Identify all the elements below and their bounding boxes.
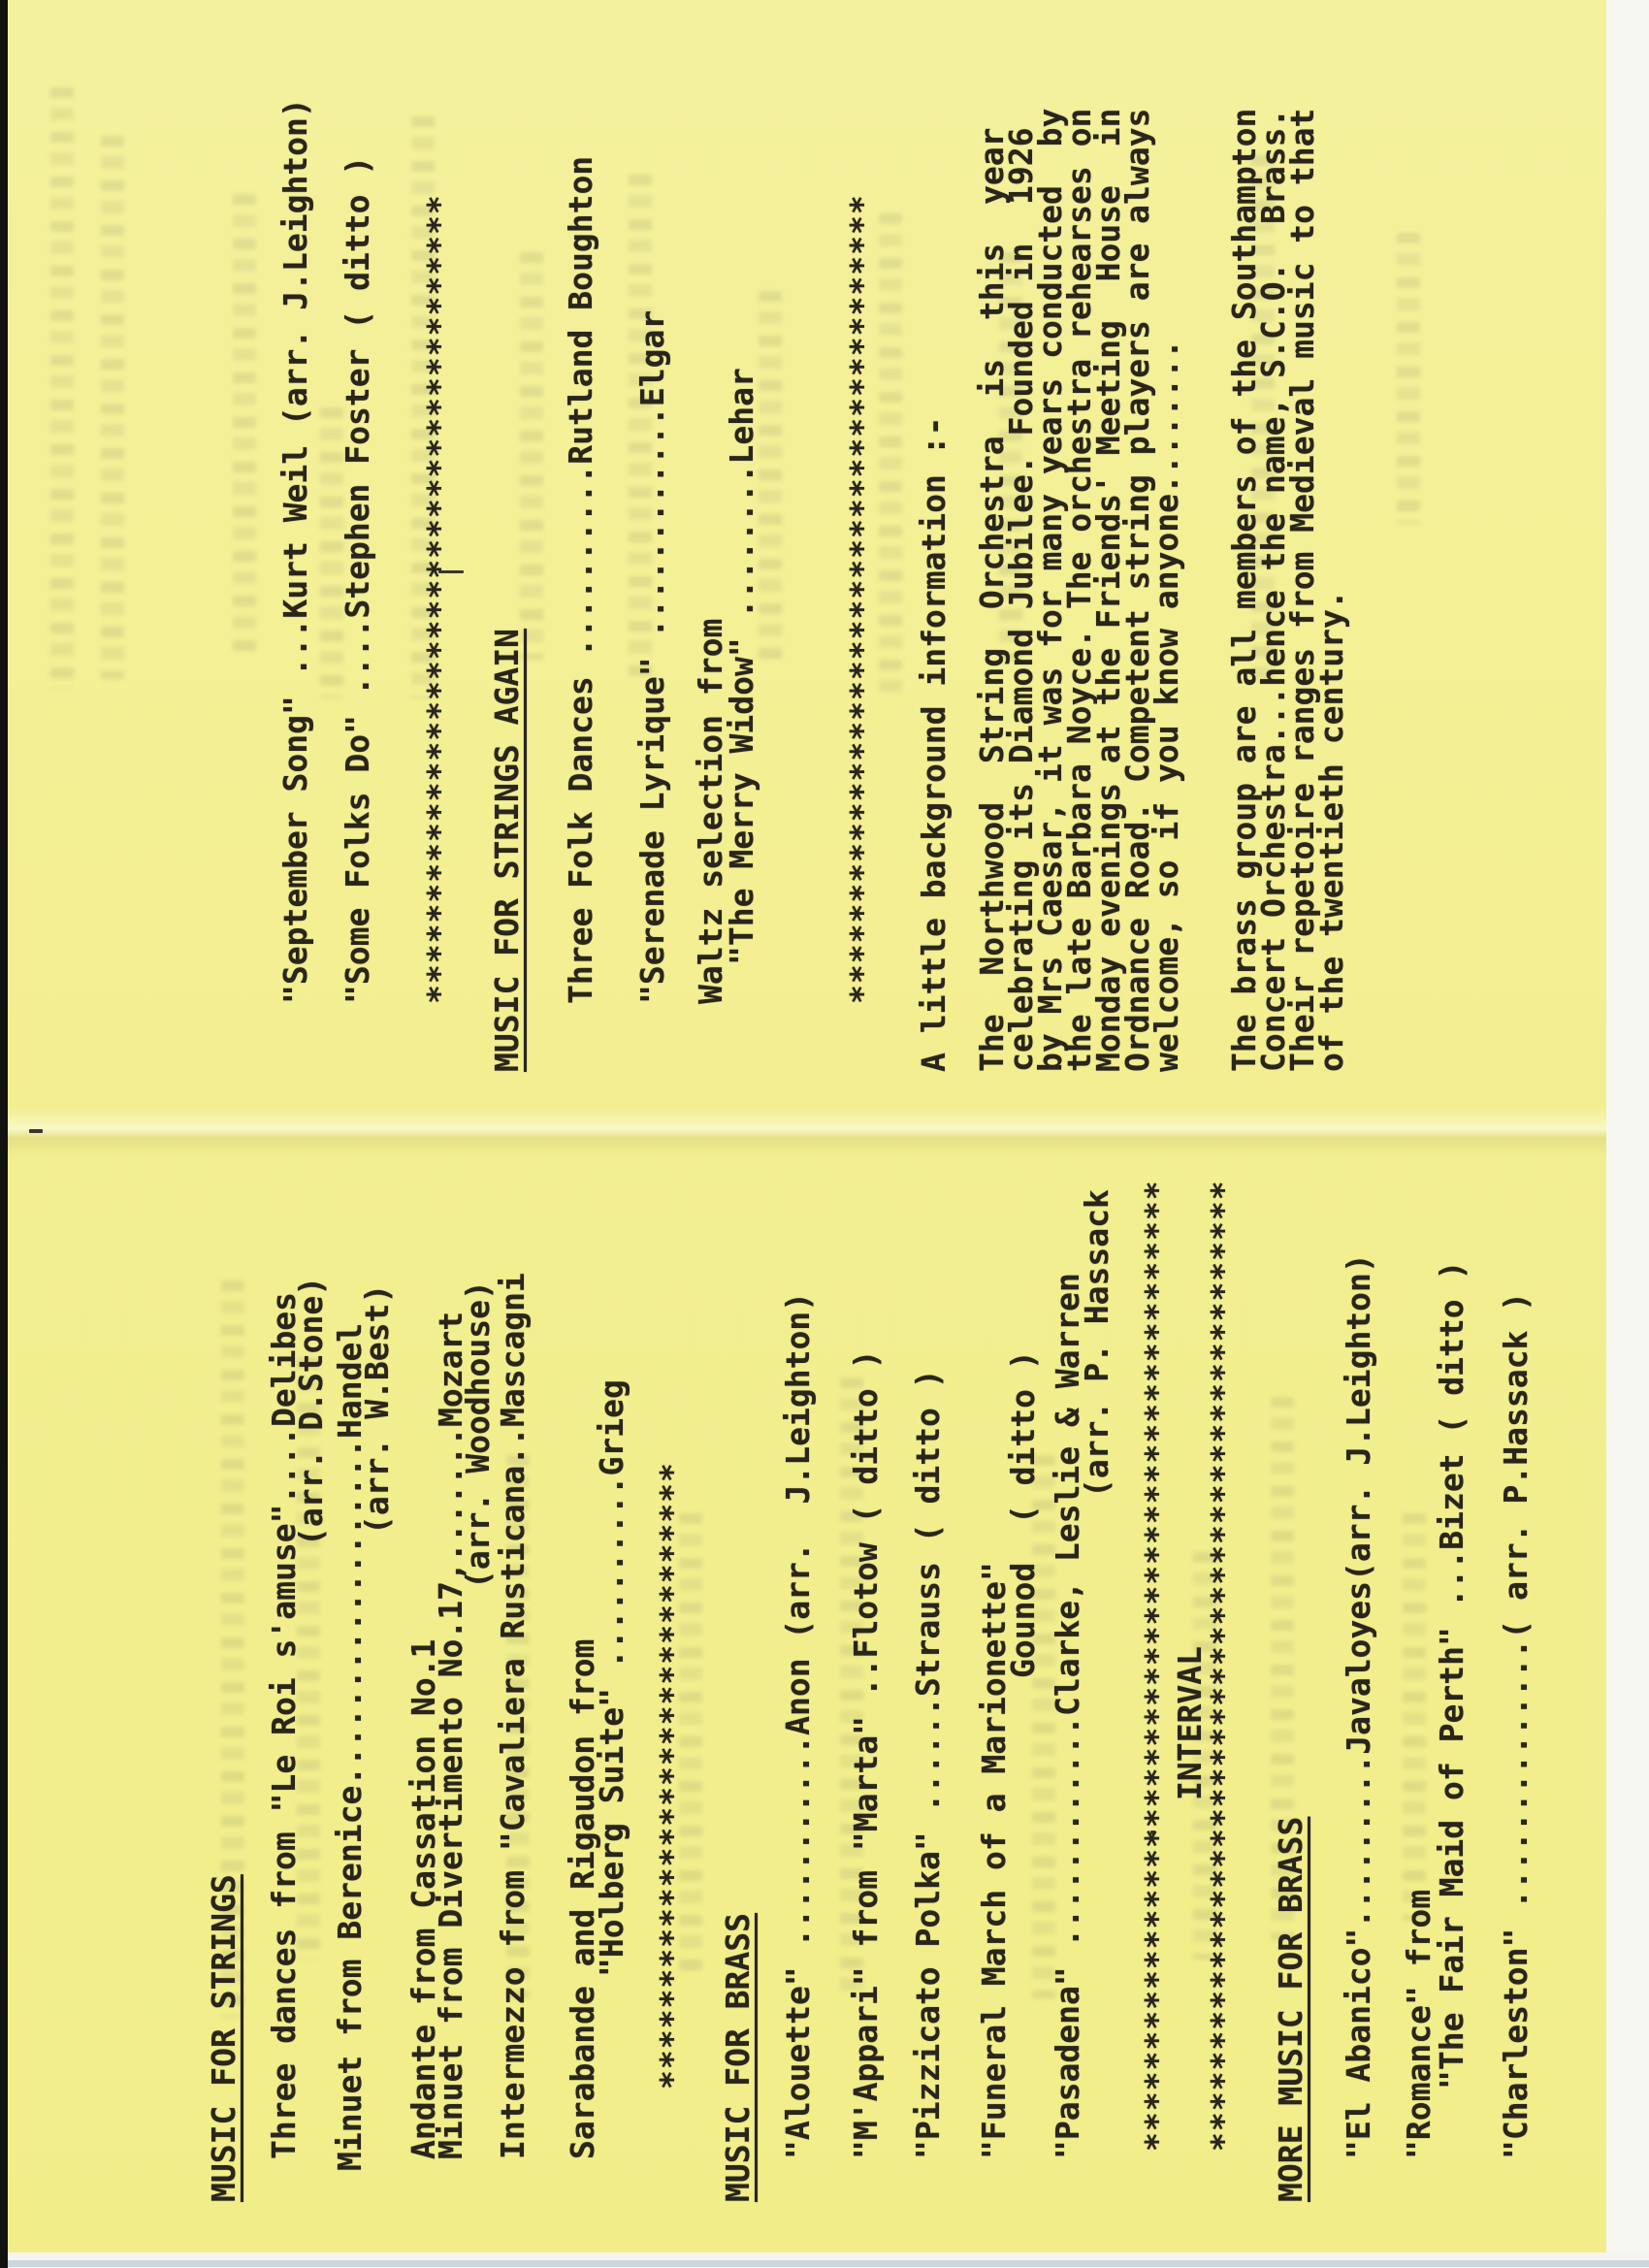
credit-arr-d-stone: (arr. D.Stone) xyxy=(292,1276,330,1546)
interval-label: INTERVAL xyxy=(1171,1646,1209,1800)
separator-asterisks-interval-top: ************************************************ xyxy=(1138,1180,1176,2152)
item-andante-cassation: Andante from Cassation No.1 xyxy=(404,1638,442,2159)
heading-music-for-brass: MUSIC FOR BRASS xyxy=(719,1912,757,2202)
separator-asterisks-interval-bottom: ************************************************ xyxy=(1204,1180,1242,2152)
para-northwood-3: by Mrs Caesar, it was for many years conducted by xyxy=(1031,108,1069,1072)
item-three-folk-dances: Three Folk Dances ..........Rutland Boughton xyxy=(562,155,599,1004)
item-minuet-berenice: Minuet from Berenice..................Handel xyxy=(331,1322,369,2171)
scan-edge-left xyxy=(0,0,8,2268)
credit-arr-woodhouse: (arr. Woodhouse) xyxy=(459,1280,497,1589)
item-funeral-march: "Funeral March of a Marionette" xyxy=(975,1562,1013,2159)
item-pasadena: "Pasadena" ............Clarke, Leslie & Warren xyxy=(1049,1273,1086,2159)
item-fair-maid-of-perth: "The Fair Maid of Perth" ...Bizet ( ditto ) xyxy=(1433,1260,1471,2090)
credit-gounod-ditto: Gounod ( ditto ) xyxy=(1004,1350,1042,1678)
heading-music-for-strings: MUSIC FOR STRINGS xyxy=(205,1874,242,2202)
item-el-abanico: "El Abanico".........Javaloyes(arr. J.Leighton) xyxy=(1340,1253,1377,2159)
background-info-label: A little background information :- xyxy=(915,416,953,1072)
para-northwood-1: The Northwood String Orchestra is this year xyxy=(973,127,1011,1072)
separator-asterisks-2: **************************************** xyxy=(843,194,881,1004)
item-charleston: "Charleston" ..............( arr. P.Hassack ) xyxy=(1497,1291,1535,2159)
item-some-folks-do: "Some Folks Do" ....Stephen Foster ( ditto ) xyxy=(339,155,376,1004)
item-minuet-divertimento: Minuet from Divertimento No.17,.......Mozart xyxy=(432,1311,469,2159)
para-northwood-7: welcome, so if you know anyone........ xyxy=(1148,340,1185,1072)
heading-more-music-for-brass: MORE MUSIC FOR BRASS xyxy=(1272,1816,1310,2202)
item-intermezzo-cavaliera: Intermezzo from "Cavaliera Rusticana..Mascagni xyxy=(494,1273,532,2159)
item-romance-from: "Romance" from xyxy=(1400,1889,1438,2159)
separator-asterisks-1: **************************************** xyxy=(420,194,458,1004)
para-brass-group-2: Concert Orchestra...hence the name, S.C.O. Brass. xyxy=(1254,108,1292,1072)
credit-arr-p-hassack: (arr. P. Hassack xyxy=(1078,1189,1116,1498)
scanner-bottom-strip xyxy=(8,2260,1649,2267)
para-northwood-5: Monday evenings at the Friends' Meeting House in xyxy=(1089,108,1127,1072)
para-brass-group-3: Their repetoire ranges from Medieval music to that xyxy=(1283,108,1321,1072)
para-brass-group-4: of the twentieth century. xyxy=(1312,590,1350,1072)
item-holberg-suite: "Holberg Suite" ..........Grieg xyxy=(593,1379,630,1977)
para-northwood-4: the late Barbara Noyce. The orchestra rehearses on xyxy=(1060,108,1098,1072)
item-merry-widow: "The Merry Widow" ........Lehar xyxy=(723,368,760,965)
item-alouette: "Alouette" ...........Anon (arr. J.Leighton) xyxy=(779,1291,817,2159)
item-sarabande-rigaudon: Sarabande and Rigaudon from xyxy=(564,1638,601,2159)
separator-asterisks: ******************************* xyxy=(653,1462,691,2090)
scan-edge-right xyxy=(1606,0,1649,2268)
para-northwood-6: Ordnance Road. Competent string players are always xyxy=(1118,108,1156,1072)
para-brass-group-1: The brass group are all members of the Southampton xyxy=(1225,108,1263,1072)
credit-arr-w-best: (arr. W.Best) xyxy=(358,1283,396,1535)
heading-music-for-strings-again: MUSIC FOR STRINGS AGAIN xyxy=(488,629,526,1072)
item-pizzicato-polka: "Pizzicato Polka" ......Strauss ( ditto ) xyxy=(909,1369,947,2159)
item-serenade-lyrique: "Serenade Lyrique" ............Elgar xyxy=(633,309,671,1004)
left-page xyxy=(0,1134,1649,2268)
item-mappari: "M'Appari" from "Marta" ..Flotow ( ditto ) xyxy=(847,1349,885,2159)
item-waltz-selection: Waltz selection from xyxy=(692,618,729,1004)
item-three-dances: Three dances from "Le Roi s'amuse"....Delibes xyxy=(265,1291,303,2159)
para-northwood-2: celebrating its Diamond Jubilee. Founded in 1926 xyxy=(1002,127,1040,1072)
item-september-song: "September Song" ...Kurt Weil (arr. J.Leighton) xyxy=(276,98,314,1004)
